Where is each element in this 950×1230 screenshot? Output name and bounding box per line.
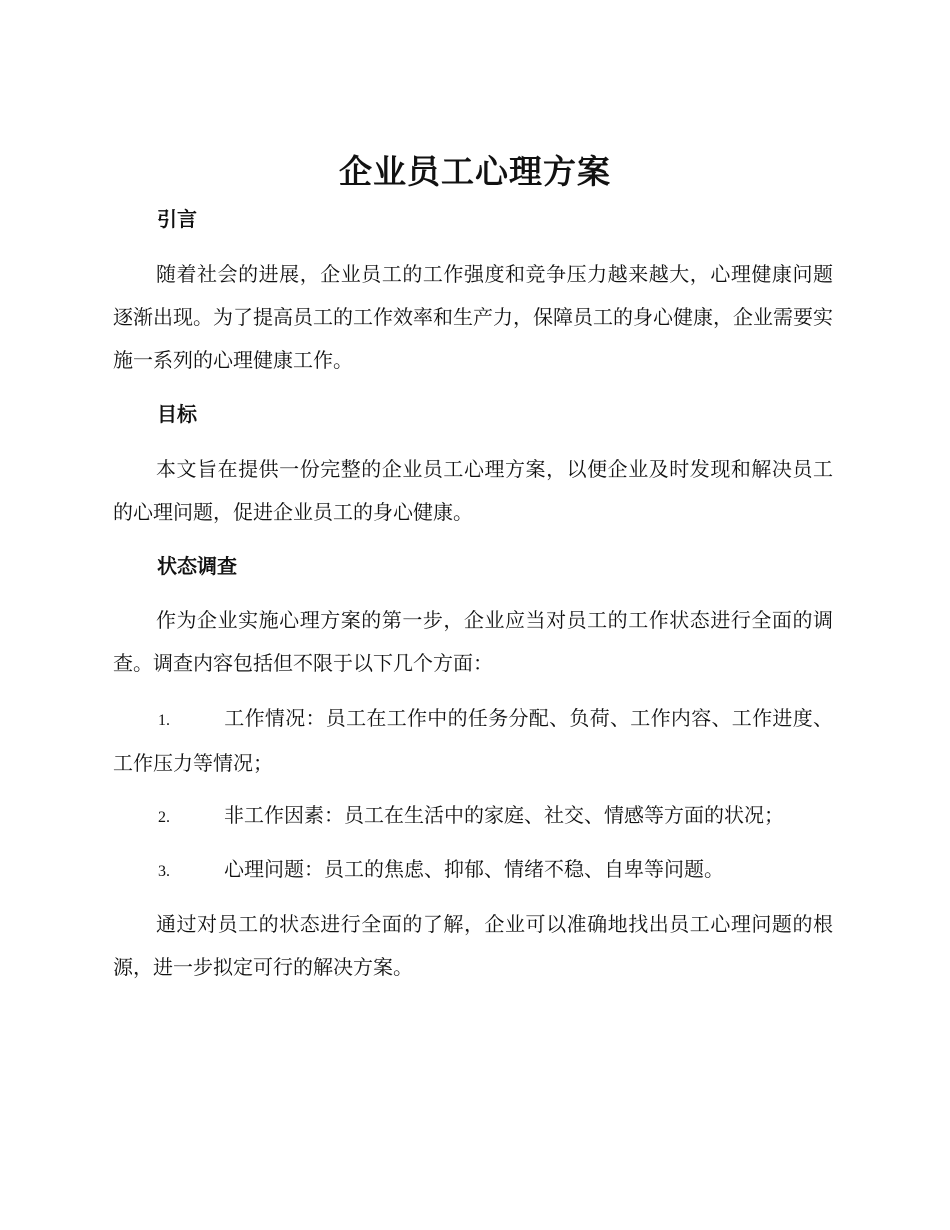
- list-item-number: 3.: [158, 863, 170, 880]
- document-title: 企业员工心理方案: [339, 152, 611, 191]
- list-item-text: 工作情况：员工在工作中的任务分配、负荷、工作内容、工作进度、工作压力等情况；: [113, 706, 833, 775]
- list-item-text: 心理问题：员工的焦虑、抑郁、情绪不稳、自卑等问题。: [224, 857, 724, 881]
- list-item-text: 非工作因素：员工在生活中的家庭、社交、情感等方面的状况；: [224, 803, 784, 827]
- list-item-number: 2.: [158, 809, 170, 826]
- list-item: [113, 848, 833, 893]
- status-survey-closing-paragraph: 通过对员工的状态进行全面的了解，企业可以准确地找出员工心理问题的根源，进一步拟定可行的解决方案。: [113, 912, 833, 979]
- goal-paragraph: 本文旨在提供一份完整的企业员工心理方案，以便企业及时发现和解决员工的心理问题，促进企业员工的身心健康。: [113, 457, 833, 524]
- introduction-paragraph: 随着社会的进展，企业员工的工作强度和竞争压力越来越大，心理健康问题逐渐出现。为了提高员工的工作效率和生产力，保障员工的身心健康，企业需要实施一系列的心理健康工作。: [113, 262, 833, 372]
- status-survey-paragraph: 作为企业实施心理方案的第一步，企业应当对员工的工作状态进行全面的调查。调查内容包括但不限于以下几个方面：: [113, 608, 833, 675]
- list-item: [113, 794, 833, 839]
- section-heading-goal: 目标: [157, 402, 197, 426]
- list-item-number: 1.: [158, 712, 170, 729]
- list-item: [113, 697, 833, 785]
- section-heading-introduction: 引言: [157, 207, 197, 231]
- section-heading-status-survey: 状态调查: [157, 554, 237, 578]
